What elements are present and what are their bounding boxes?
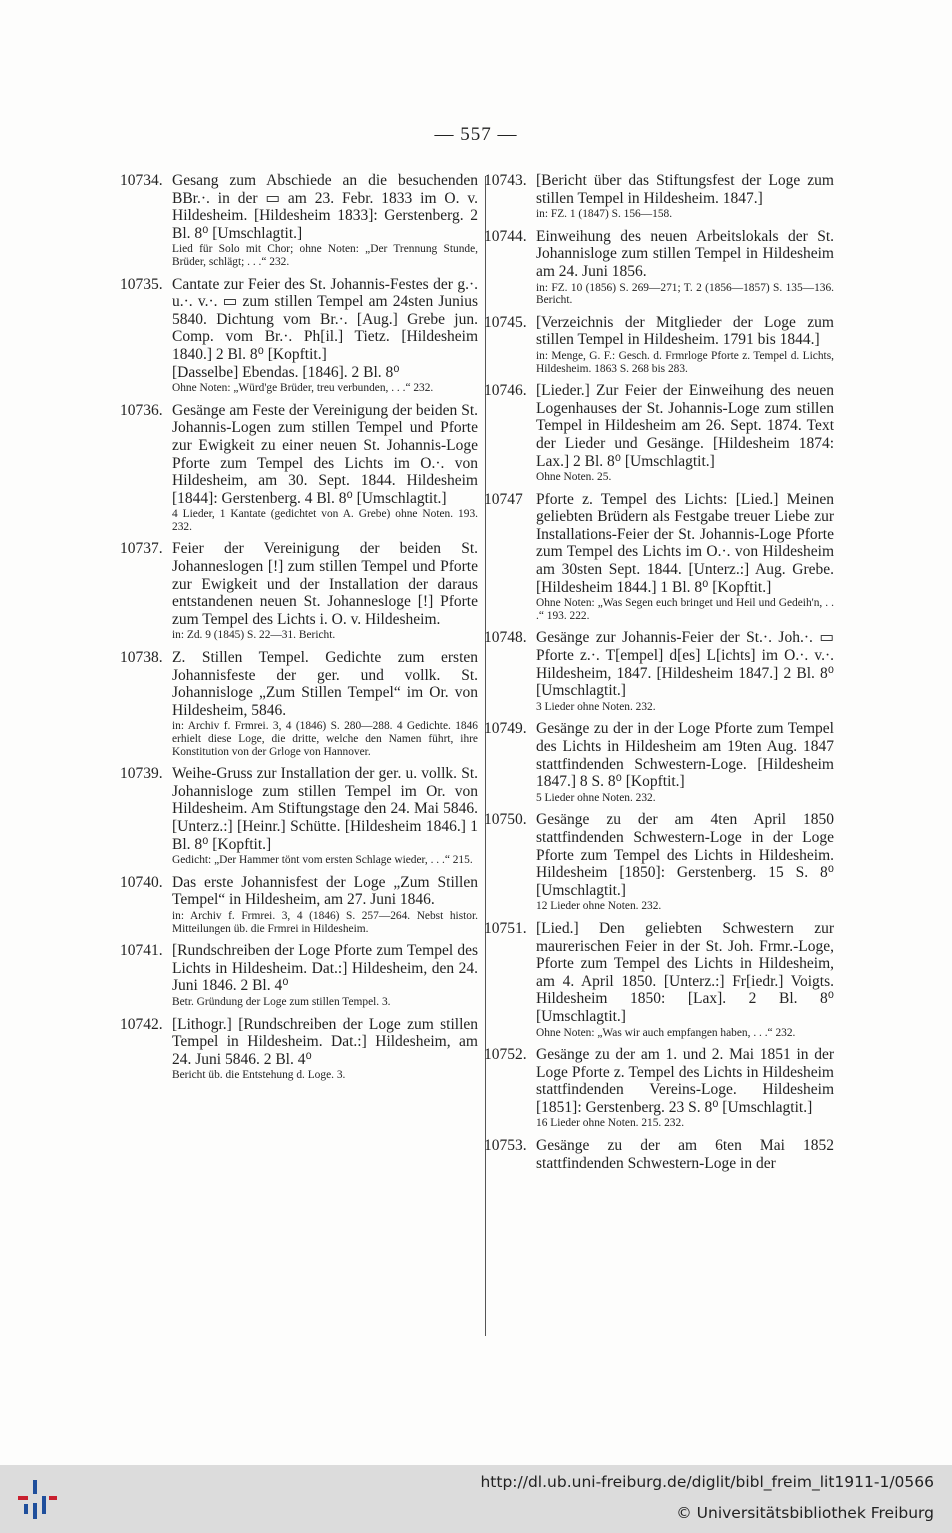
bibliography-entry: [120, 1016, 478, 1082]
entry-note: 12 Lieder ohne Noten. 232.: [536, 900, 662, 913]
entry-note: in: Zd. 9 (1845) S. 22—31. Bericht.: [172, 629, 336, 642]
bibliography-entry: [484, 1046, 834, 1130]
entry-text: Feier der Vereinigung der beiden St. Johanneslogen [!] zum stillen Tempel und Pforte zur Ewigkeit und der Installation der daraus entstandenen neuen St. Johannesloge [!] Pforte zum Tempel des Lichts i. O. v. Hildesheim.: [172, 540, 478, 628]
bibliography-entry: [120, 540, 478, 642]
bibliography-entry: [484, 382, 834, 484]
entry-subtext: [Dasselbe] Ebendas. [1846]. 2 Bl. 8⁰: [172, 363, 400, 381]
entry-text: Einweihung des neuen Arbeitslokals der St. Johannisloge zum stillen Tempel in Hildesheim am 24. Juni 1856.: [536, 227, 834, 280]
entry-note: 4 Lieder, 1 Kantate (gedichtet von A. Grebe) ohne Noten. 193. 232.: [172, 508, 478, 533]
entry-text: Das erste Johannisfest der Loge „Zum Stillen Tempel“ in Hildesheim, am 27. Juni 1846.: [172, 873, 478, 909]
left-column: [120, 172, 478, 1089]
entry-number: 10735.: [120, 275, 163, 293]
entry-number: 10746.: [484, 382, 527, 400]
entry-number: 10738.: [120, 649, 163, 667]
entry-text: [Verzeichnis der Mitglieder der Loge zum stillen Tempel in Hildesheim. 1791 bis 1844.]: [536, 313, 834, 349]
entry-text: [Lied.] Den geliebten Schwestern zur maurerischen Feier in der St. Joh. Frmr.-Loge, Pforte zum Tempel des Lichts in Hildesheim, am 4. April 1850. [Unterz.:] Fr[iedr.] Voigts. Hildesheim 1850: [Lax]. 2 Bl. 8⁰ [Umschlagtit.]: [536, 919, 834, 1025]
entry-note: Ohne Noten. 25.: [536, 471, 612, 484]
entry-note: Lied für Solo mit Chor; ohne Noten: „Der Trennung Stunde, Brüder, schlägt; . . .“ 232.: [172, 243, 478, 268]
entry-text: [Lieder.] Zur Feier der Einweihung des neuen Logenhauses der St. Johannis-Loge zum stillen Tempel in Hildesheim am 26. Sept. 1874. Text der Lieder und Gesänge. [Hildesheim 1874: Lax.] 2 Bl. 8⁰ [Umschlagtit.]: [536, 382, 834, 470]
entry-number: 10739.: [120, 765, 163, 783]
bibliography-entry: [484, 720, 834, 804]
entry-text: Z. Stillen Tempel. Gedichte zum ersten Johannisfeste der ger. und vollk. St. Johannisloge „Zum Stillen Tempel“ im Or. von Hildesheim, 5846.: [172, 649, 478, 719]
entry-note: in: Archiv f. Frmrei. 3, 4 (1846) S. 257—264. Nebst histor. Mitteilungen üb. die Frmrei in Hildesheim.: [172, 909, 478, 935]
bibliography-entry: [120, 649, 478, 758]
bibliography-entry: [484, 1137, 834, 1172]
entry-number: 10743.: [484, 172, 527, 189]
entry-number: 10750.: [484, 811, 527, 829]
entry-note: Betr. Gründung der Loge zum stillen Tempel. 3.: [172, 995, 391, 1008]
bibliography-entry: [484, 920, 834, 1039]
bibliography-entry: [484, 228, 834, 307]
bibliography-entry: [120, 172, 478, 269]
bibliography-entry: [484, 629, 834, 713]
footer-bar: [0, 1465, 952, 1533]
entry-number: 10745.: [484, 313, 527, 331]
entry-note: 5 Lieder ohne Noten. 232.: [536, 791, 656, 804]
entry-number: 10748.: [484, 629, 527, 647]
entry-note: Ohne Noten: „Was wir auch empfangen haben, . . .“ 232.: [536, 1026, 796, 1039]
entry-text: [Bericht über das Stiftungsfest der Loge zum stillen Tempel in Hildesheim. 1847.]: [536, 172, 834, 207]
entry-note: Ohne Noten: „Würd'ge Brüder, treu verbunden, . . .“ 232.: [172, 382, 434, 395]
entry-note: Ohne Noten: „Was Segen euch bringet und Heil und Gedeih'n, . . .“ 193. 222.: [536, 597, 834, 622]
right-column: [484, 172, 834, 1179]
entry-text: Gesänge zu der in der Loge Pforte zum Tempel des Lichts in Hildesheim am 19ten Aug. 1847 stattfindenden Schwestern-Loge. [Hildesheim 1847.] 8 S. 8⁰ [Kopftit.]: [536, 720, 834, 791]
entry-text: [Rundschreiben der Loge Pforte zum Tempel des Lichts in Hildesheim. Dat.:] Hildesheim, den 24. Juni 1846. 2 Bl. 4⁰: [172, 942, 478, 995]
entry-note: 16 Lieder ohne Noten. 215. 232.: [536, 1117, 685, 1130]
entry-text: Pforte z. Tempel des Lichts: [Lied.] Meinen geliebten Brüdern als Festgabe treuer Liebe zur Installations-Feier der St. Johannis-Loge Pforte zum Tempel des Lichts im O.·. von Hildesheim am 30sten Sept. 1844. [Unterz.:] Aug. Grebe. [Hildesheim 1844.] 1 Bl. 8⁰ [Kopftit.]: [536, 490, 834, 596]
entry-text: Cantate zur Feier des St. Johannis-Festes der g.·. u.·. v.·. ▭ zum stillen Tempel am 24sten Junius 5840. Dichtung vom Br.·. [Aug.] Grebe jun. Comp. vom Br.·. Ph[il.] Tietz. [Hildesheim 1840.] 2 Bl. 8⁰ [Kopftit.]: [172, 275, 478, 363]
entry-text: Gesänge zu der am 1. und 2. Mai 1851 in der Loge Pforte z. Tempel des Lichts in Hildesheim stattfindenden Vereins-Loge. Hildesheim [1851]: Gerstenberg. 23 S. 8⁰ [Umschlagtit.]: [536, 1046, 834, 1116]
entry-number: 10747: [484, 490, 523, 508]
entry-number: 10744.: [484, 227, 527, 245]
entry-note: in: Menge, G. F.: Gesch. d. Frmrloge Pforte z. Tempel d. Lichts, Hildesheim. 1863 S. 268 bis 283.: [536, 349, 834, 375]
entry-note: in: FZ. 1 (1847) S. 156—158.: [536, 208, 673, 221]
entry-number: 10734.: [120, 172, 163, 189]
entry-number: 10741.: [120, 942, 163, 960]
entry-note: in: FZ. 10 (1856) S. 269—271; T. 2 (1856—1857) S. 135—136. Bericht.: [536, 281, 834, 307]
bibliography-entry: [120, 276, 478, 395]
entry-text: Weihe-Gruss zur Installation der ger. u. vollk. St. Johannisloge zum stillen Tempel im Or. von Hildesheim. Am Stiftungstage den 24. Mai 5846. [Unterz.:] [Heinr.] Schütte. [Hildesheim 1846.] 1 Bl. 8⁰ [Kopftit.]: [172, 765, 478, 853]
bibliography-entry: [120, 402, 478, 534]
entry-note: Gedicht: „Der Hammer tönt vom ersten Schlage wieder, . . .“ 215.: [172, 854, 473, 867]
entry-number: 10740.: [120, 873, 163, 891]
entry-text: Gesänge zu der am 4ten April 1850 stattfindenden Schwestern-Loge in der Loge Pforte zum Tempel des Lichts in Hildesheim. Hildesheim [1850]: Gerstenberg. 15 S. 8⁰ [Umschlagtit.]: [536, 811, 834, 899]
entry-text: Gesang zum Abschiede an die besuchenden BBr.·. in der ▭ am 23. Febr. 1833 im O. v. Hildesheim. [Hildesheim 1833]: Gerstenberg. 2 Bl. 8⁰ [Umschlagtit.]: [172, 172, 478, 242]
page-number: — 557 —: [434, 124, 518, 145]
entry-text: Gesänge zur Johannis-Feier der St.·. Joh.·. ▭ Pforte z.·. T[empel] d[es] L[ichts] im O.·. v.·. Hildesheim, 1847. [Hildesheim 1847.] 2 Bl. 8⁰ [Umschlagtit.]: [536, 629, 834, 700]
entry-text: Gesänge zu der am 6ten Mai 1852 stattfindenden Schwestern-Loge in der: [536, 1137, 834, 1172]
entry-note: 3 Lieder ohne Noten. 232.: [536, 700, 656, 713]
entry-text: Gesänge am Feste der Vereinigung der beiden St. Johannis-Logen zum stillen Tempel und Pforte zur Ewigkeit zu einer neuen St. Johannis-Loge Pforte zum Tempel des Lichts im O.·. von Hildesheim, am 30. Sept. 1844. Hildesheim [1844]: Gerstenberg. 4 Bl. 8⁰ [Umschlagtit.]: [172, 401, 478, 507]
entry-number: 10742.: [120, 1015, 163, 1033]
entry-number: 10736.: [120, 401, 163, 419]
entry-number: 10751.: [484, 919, 527, 937]
bibliography-entry: [120, 765, 478, 867]
copyright-text: © Universitätsbibliothek Freiburg: [676, 1504, 934, 1522]
bibliography-entry: [484, 811, 834, 913]
entry-note: Bericht üb. die Entstehung d. Loge. 3.: [172, 1069, 346, 1082]
entry-note: in: Archiv f. Frmrei. 3, 4 (1846) S. 280—288. 4 Gedichte. 1846 erhielt diese Loge, die dritte, welche den Namen führt, ihre Konstitution von der Grloge von Hannover.: [172, 720, 478, 758]
entry-text: [Lithogr.] [Rundschreiben der Loge zum stillen Tempel in Hildesheim. Dat.:] Hildesheim, am 24. Juni 5846. 2 Bl. 4⁰: [172, 1015, 478, 1068]
bibliography-entry: [120, 874, 478, 935]
entry-number: 10749.: [484, 720, 527, 738]
entry-number: 10752.: [484, 1046, 527, 1064]
library-logo-icon: [14, 1476, 60, 1522]
entry-number: 10753.: [484, 1137, 527, 1155]
source-url-link[interactable]: http://dl.ub.uni-freiburg.de/diglit/bibl_freim_lit1911-1/0566: [480, 1473, 934, 1491]
bibliography-entry: [120, 942, 478, 1008]
bibliography-entry: [484, 491, 834, 623]
entry-number: 10737.: [120, 540, 163, 558]
bibliography-entry: [484, 172, 834, 221]
bibliography-entry: [484, 314, 834, 375]
